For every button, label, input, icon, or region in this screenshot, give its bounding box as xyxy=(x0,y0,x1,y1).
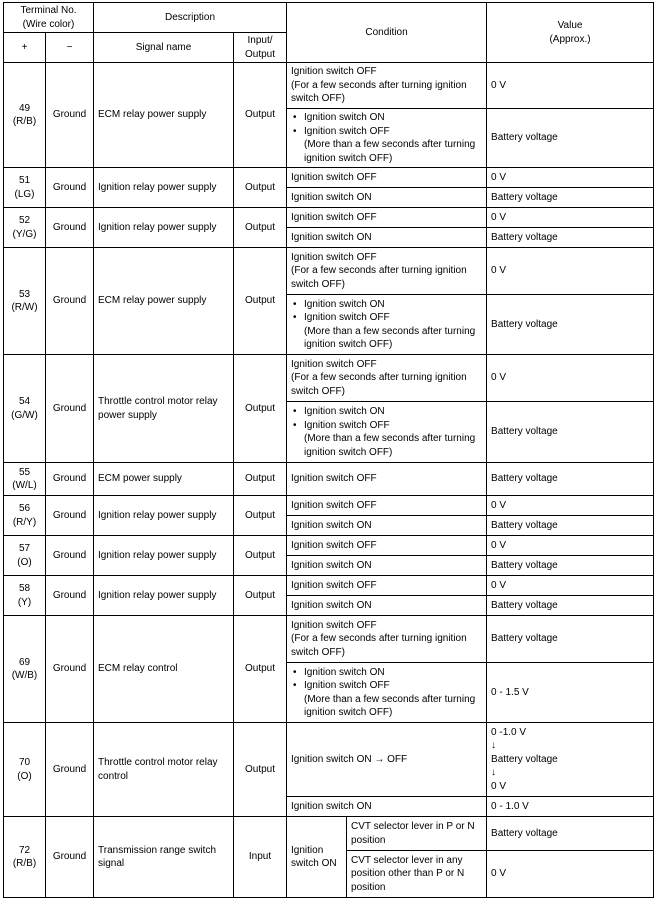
terminal-69: 69 (W/B) xyxy=(4,616,46,723)
terminal-57: 57 (O) xyxy=(4,536,46,576)
condition-cell: Ignition switch OFF xyxy=(287,576,487,596)
terminal-49-minus: Ground xyxy=(46,63,94,168)
header-io: Input/ Output xyxy=(234,33,287,63)
header-value: Value (Approx.) xyxy=(487,3,654,63)
condition-cell: • Ignition switch ON • Ignition switch OFF (More than a few seconds after turning ignition switch OFF) xyxy=(287,109,487,168)
value-cell: 0 V xyxy=(487,168,654,188)
terminal-spec-table xyxy=(3,2,654,898)
terminal-70-minus: Ground xyxy=(46,723,94,817)
header-plus: + xyxy=(4,33,46,63)
value-cell: 0 V xyxy=(487,536,654,556)
value-cell: 0 V xyxy=(487,63,654,109)
terminal-55-signal: ECM power supply xyxy=(94,463,234,496)
terminal-58-signal: Ignition relay power supply xyxy=(94,576,234,616)
value-cell: 0 - 1.0 V xyxy=(487,797,654,817)
condition-cell: Ignition switch OFF xyxy=(287,463,487,496)
terminal-54: 54 (G/W) xyxy=(4,355,46,463)
condition-cell: Ignition switch OFF xyxy=(287,496,487,516)
terminal-70-io: Output xyxy=(234,723,287,817)
condition-cell: Ignition switch OFF (For a few seconds after turning ignition switch OFF) xyxy=(287,63,487,109)
terminal-52-signal: Ignition relay power supply xyxy=(94,208,234,248)
value-cell: Battery voltage xyxy=(487,402,654,463)
value-cell: Battery voltage xyxy=(487,463,654,496)
condition-cell: Ignition switch ON → OFF xyxy=(287,723,487,797)
terminal-69-io: Output xyxy=(234,616,287,723)
condition-cell: Ignition switch OFF xyxy=(287,168,487,188)
terminal-54-minus: Ground xyxy=(46,355,94,463)
terminal-56: 56 (R/Y) xyxy=(4,496,46,536)
header-description: Description xyxy=(94,3,287,33)
value-cell: 0 V xyxy=(487,496,654,516)
terminal-52-io: Output xyxy=(234,208,287,248)
terminal-53-signal: ECM relay power supply xyxy=(94,248,234,355)
value-cell: 0 V xyxy=(487,576,654,596)
terminal-57-minus: Ground xyxy=(46,536,94,576)
condition-cell: CVT selector lever in any position other than P or N position xyxy=(347,851,487,898)
arrow-down-icon: ↓ xyxy=(491,767,497,779)
terminal-56-minus: Ground xyxy=(46,496,94,536)
terminal-53-minus: Ground xyxy=(46,248,94,355)
terminal-72: 72 (R/B) xyxy=(4,817,46,898)
terminal-51-io: Output xyxy=(234,168,287,208)
terminal-49-signal: ECM relay power supply xyxy=(94,63,234,168)
terminal-49: 49 (R/B) xyxy=(4,63,46,168)
condition-cell: Ignition switch ON xyxy=(287,188,487,208)
header-minus: − xyxy=(46,33,94,63)
condition-cell: Ignition switch OFF (For a few seconds after turning ignition switch OFF) xyxy=(287,355,487,402)
value-cell: 0 -1.0 V ↓ Battery voltage ↓ 0 V xyxy=(487,723,654,797)
condition-cell: CVT selector lever in P or N position xyxy=(347,817,487,851)
header-signal-name: Signal name xyxy=(94,33,234,63)
value-cell: Battery voltage xyxy=(487,228,654,248)
terminal-53-io: Output xyxy=(234,248,287,355)
terminal-57-signal: Ignition relay power supply xyxy=(94,536,234,576)
value-cell: Battery voltage xyxy=(487,188,654,208)
condition-cell: Ignition switch ON xyxy=(287,797,487,817)
condition-cell: Ignition switch ON xyxy=(287,228,487,248)
value-cell: 0 V xyxy=(487,208,654,228)
terminal-72-signal: Transmission range switch signal xyxy=(94,817,234,898)
terminal-53: 53 (R/W) xyxy=(4,248,46,355)
value-cell: 0 V xyxy=(487,355,654,402)
condition-cell: Ignition switch OFF (For a few seconds after turning ignition switch OFF) xyxy=(287,248,487,295)
terminal-58: 58 (Y) xyxy=(4,576,46,616)
terminal-72-io: Input xyxy=(234,817,287,898)
condition-cell: Ignition switch OFF (For a few seconds after turning ignition switch OFF) xyxy=(287,616,487,663)
condition-cell: Ignition switch ON xyxy=(287,516,487,536)
terminal-57-io: Output xyxy=(234,536,287,576)
condition-cell: Ignition switch OFF xyxy=(287,536,487,556)
terminal-52-minus: Ground xyxy=(46,208,94,248)
condition-cell: Ignition switch ON xyxy=(287,556,487,576)
header-terminal-no: Terminal No. (Wire color) xyxy=(4,3,94,33)
value-cell: Battery voltage xyxy=(487,556,654,576)
value-cell: Battery voltage xyxy=(487,817,654,851)
condition-cell: • Ignition switch ON • Ignition switch OFF (More than a few seconds after turning ignition switch OFF) xyxy=(287,295,487,355)
terminal-55-io: Output xyxy=(234,463,287,496)
condition-cell: Ignition switch ON xyxy=(287,817,347,898)
terminal-58-io: Output xyxy=(234,576,287,616)
value-cell: 0 V xyxy=(487,851,654,898)
terminal-58-minus: Ground xyxy=(46,576,94,616)
terminal-56-io: Output xyxy=(234,496,287,536)
value-cell: 0 - 1.5 V xyxy=(487,663,654,723)
condition-cell: Ignition switch ON xyxy=(287,596,487,616)
terminal-49-io: Output xyxy=(234,63,287,168)
terminal-51-minus: Ground xyxy=(46,168,94,208)
arrow-down-icon: ↓ xyxy=(491,740,497,752)
terminal-52: 52 (Y/G) xyxy=(4,208,46,248)
terminal-54-io: Output xyxy=(234,355,287,463)
value-cell: Battery voltage xyxy=(487,616,654,663)
value-cell: Battery voltage xyxy=(487,295,654,355)
header-condition: Condition xyxy=(287,3,487,63)
terminal-55-minus: Ground xyxy=(46,463,94,496)
terminal-72-minus: Ground xyxy=(46,817,94,898)
terminal-51-signal: Ignition relay power supply xyxy=(94,168,234,208)
terminal-54-signal: Throttle control motor relay power supply xyxy=(94,355,234,463)
value-cell: Battery voltage xyxy=(487,516,654,536)
condition-cell: • Ignition switch ON • Ignition switch OFF (More than a few seconds after turning ignition switch OFF) xyxy=(287,663,487,723)
terminal-69-signal: ECM relay control xyxy=(94,616,234,723)
condition-cell: Ignition switch OFF xyxy=(287,208,487,228)
value-cell: Battery voltage xyxy=(487,109,654,168)
terminal-51: 51 (LG) xyxy=(4,168,46,208)
terminal-70: 70 (O) xyxy=(4,723,46,817)
terminal-55: 55 (W/L) xyxy=(4,463,46,496)
value-cell: 0 V xyxy=(487,248,654,295)
value-cell: Battery voltage xyxy=(487,596,654,616)
terminal-70-signal: Throttle control motor relay control xyxy=(94,723,234,817)
condition-cell: • Ignition switch ON • Ignition switch OFF (More than a few seconds after turning ignition switch OFF) xyxy=(287,402,487,463)
terminal-69-minus: Ground xyxy=(46,616,94,723)
terminal-56-signal: Ignition relay power supply xyxy=(94,496,234,536)
